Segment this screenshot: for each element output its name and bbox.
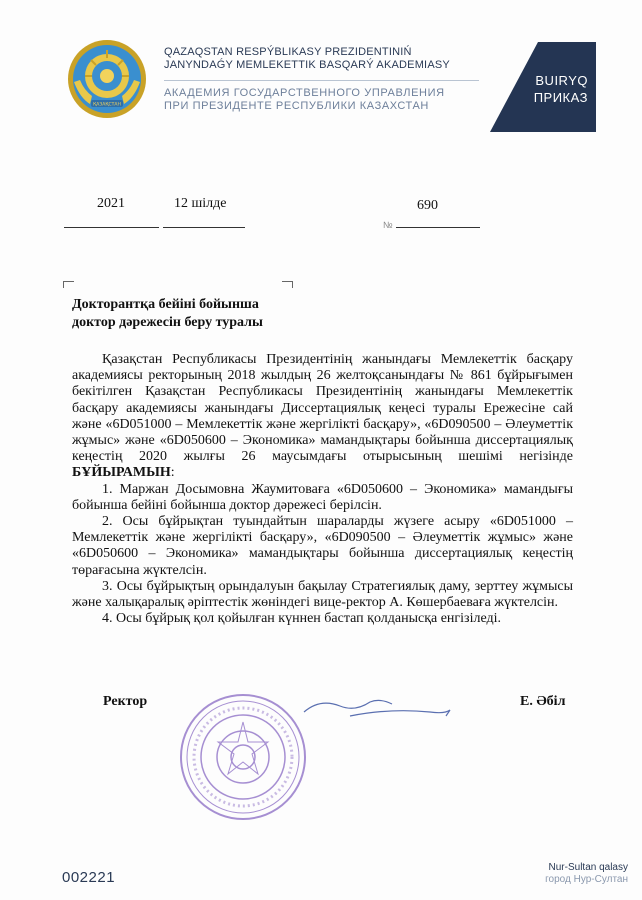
order-body [72,352,573,627]
document-type-ru: ПРИКАЗ [533,90,588,105]
signatory-name: Е. Әбіл [520,694,566,709]
order-item-1: 1. Маржан Досымовна Жаумитоваға «6D050600 – Экономика» мамандығы бойынша бейіні бойынша доктор дәрежесі берілсін. [72,481,573,513]
number-sign: № [383,220,393,230]
institution-header [164,46,479,113]
institution-name-kz-line2: JANYNDAǴY MEMLEKETTIK BASQARÝ AKADEMIASY [164,59,450,71]
svg-text:ҚАЗАҚСТАН: ҚАЗАҚСТАН [93,102,121,108]
institution-name-ru-line1: АКАДЕМИЯ ГОСУДАРСТВЕННОГО УПРАВЛЕНИЯ [164,87,445,99]
institution-name-kz-line1: QAZAQSTAN RESPÝBLIKASY PREZIDENTINIŃ [164,46,412,58]
number-underline [396,227,480,228]
document-type-kz: BUIRYQ [535,73,588,88]
date-underline [163,227,245,228]
order-title-line2: доктор дәрежесін беру туралы [72,315,263,330]
handwritten-signature-icon [300,690,460,730]
order-keyword: БҰЙЫРАМЫН [72,465,171,481]
order-number: 690 [417,198,438,213]
title-bracket-right [282,281,293,288]
city-label [545,862,628,886]
year-underline [64,227,159,228]
state-emblem-icon [66,38,148,120]
official-stamp-icon [178,692,308,822]
signatory-position: Ректор [103,694,148,709]
city-name-kz: Nur-Sultan qalasy [548,862,628,873]
order-title [72,296,263,332]
institution-name-ru-line2: ПРИ ПРЕЗИДЕНТЕ РЕСПУБЛИКИ КАЗАХСТАН [164,100,429,112]
preamble-paragraph [72,352,573,482]
order-title-line1: Докторантқа бейіні бойынша [72,297,259,312]
city-name-ru: город Нур-Султан [545,874,628,885]
document-type-badge [490,42,596,132]
order-date: 12 шілде [174,196,227,211]
header-divider [164,80,479,81]
document-serial-number: 002221 [62,869,116,886]
order-item-2: 2. Осы бұйрықтан туындайтын шараларды жүзеге асыру «6D051000 – Мемлекеттік және жергілікті басқару», «6D090500 – Әлеуметтік жұмыс» және «6D050600 – Экономика» мамандықтары бойынша диссертациялық кеңестің төрағасына жүктелсін. [72,514,573,578]
order-item-3: 3. Осы бұйрықтың орындалуын бақылау Стратегиялық даму, зерттеу жұмысы және халықаралық әріптестік жөніндегі вице-ректор А. Көшербаеваға жүктелсін. [72,578,573,611]
order-item-4: 4. Осы бұйрық қол қойылған күннен бастап қолданысқа енгізіледі. [102,611,501,627]
title-bracket-left [63,281,74,288]
order-year: 2021 [97,196,125,211]
preamble-text: Қазақстан Республикасы Президентінің жанындағы Мемлекеттік басқару академиясы ректорының 2018 жылдың 26 желтоқсанындағы № 861 бұйрығымен бекітілген Қазақстан Республикасы Президентінің жанындағы Мемлекеттік басқару академиясы жанындағы Диссертациялық кеңесі туралы Ережесіне сай және «6D051000 – Мемлекеттік және жергілікті басқару», «6D090500 – Әлеуметтік жұмыс» және «6D050600 – Экономика» мамандықтары бойынша диссертациялық кеңестің 2020 жылғы 26 маусымдағы отырысының шешімі негізінде [72,352,573,465]
order-colon: : [170,465,175,481]
